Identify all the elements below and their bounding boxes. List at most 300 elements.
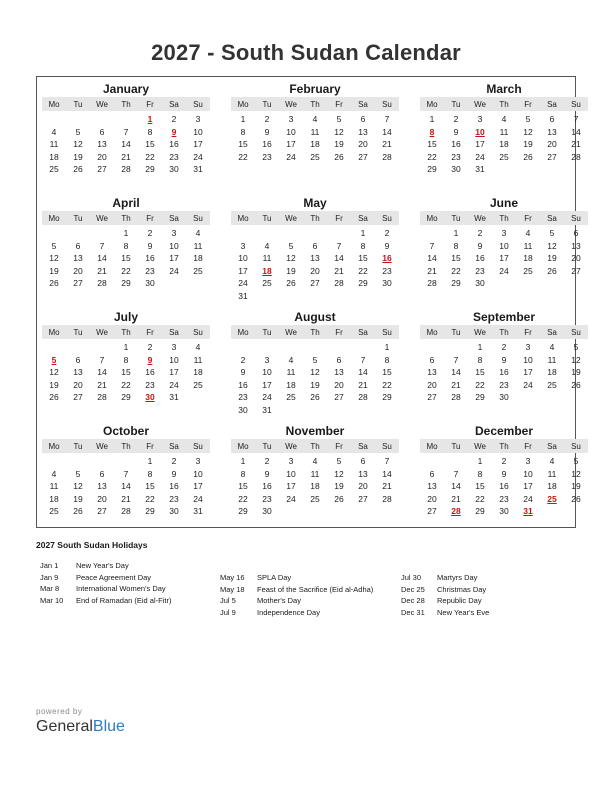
holiday-date: Mar 8 xyxy=(40,584,60,593)
day-cell: 24 xyxy=(286,493,296,504)
day-cell: 27 xyxy=(310,278,320,288)
day-cell: 20 xyxy=(427,493,437,504)
empty-cell xyxy=(444,455,468,468)
day-cell: 1 xyxy=(147,456,153,466)
empty-cell xyxy=(231,341,255,354)
empty-cell xyxy=(42,341,66,354)
day-cell: 30 xyxy=(169,506,179,516)
day-cell: 31 xyxy=(475,164,485,174)
day-cell: 16 xyxy=(499,481,509,491)
day-cell: 20 xyxy=(571,253,581,263)
day-cell: 27 xyxy=(358,493,368,504)
day-cell: 15 xyxy=(475,481,485,491)
day-cell: 11 xyxy=(286,367,296,377)
day-cell: 9 xyxy=(264,468,270,479)
day-cell: 7 xyxy=(453,468,459,479)
day-cell: 6 xyxy=(99,126,105,137)
day-cell: 16 xyxy=(145,253,155,263)
month-name: February xyxy=(289,82,341,96)
day-cell: 14 xyxy=(121,139,131,149)
weekday-label: Su xyxy=(571,213,581,223)
holiday-day-cell: 31 xyxy=(523,506,533,516)
day-cell: 17 xyxy=(169,367,179,377)
empty-cell xyxy=(66,455,90,468)
day-cell: 26 xyxy=(49,278,59,288)
empty-cell xyxy=(66,341,90,354)
day-cell: 13 xyxy=(73,367,83,377)
day-cell: 25 xyxy=(310,493,320,504)
day-cell: 12 xyxy=(571,468,581,479)
day-cell: 7 xyxy=(123,126,129,137)
day-cell: 10 xyxy=(238,253,248,263)
day-cell: 13 xyxy=(427,481,437,491)
day-cell: 11 xyxy=(310,468,320,479)
weekday-label: We xyxy=(96,441,108,451)
day-cell: 1 xyxy=(384,342,390,352)
day-cell: 15 xyxy=(427,139,437,149)
weekday-label: Th xyxy=(499,213,509,223)
day-grid xyxy=(231,227,399,302)
month-name: May xyxy=(303,196,327,210)
holiday-name: New Year's Eve xyxy=(437,607,490,617)
weekday-label: Sa xyxy=(547,327,557,337)
month-name: March xyxy=(486,82,522,96)
day-grid xyxy=(420,113,588,176)
weekday-label: We xyxy=(474,327,486,337)
day-cell: 10 xyxy=(286,468,296,479)
empty-cell xyxy=(327,227,351,240)
day-cell: 4 xyxy=(288,354,294,365)
day-cell: 20 xyxy=(73,379,83,390)
weekday-label: Sa xyxy=(547,213,557,223)
weekday-header xyxy=(42,97,210,111)
holidays-heading: 2027 South Sudan Holidays xyxy=(36,540,148,550)
day-cell: 6 xyxy=(429,354,435,365)
weekday-label: Sa xyxy=(358,327,368,337)
empty-cell xyxy=(90,455,114,468)
day-cell: 24 xyxy=(193,493,203,504)
day-cell: 17 xyxy=(262,379,272,390)
empty-cell xyxy=(90,227,114,240)
day-cell: 9 xyxy=(501,354,507,365)
weekday-label: Su xyxy=(382,441,392,451)
weekday-label: Tu xyxy=(73,99,83,109)
weekday-label: Fr xyxy=(146,213,154,223)
day-cell: 14 xyxy=(427,253,437,263)
holiday-date: Jan 1 xyxy=(40,561,59,570)
day-cell: 6 xyxy=(549,114,555,124)
day-cell: 8 xyxy=(147,468,153,479)
day-cell: 18 xyxy=(499,139,509,149)
empty-cell xyxy=(279,227,303,240)
day-cell: 25 xyxy=(499,151,509,162)
day-cell: 30 xyxy=(451,164,461,174)
holiday-row xyxy=(40,595,171,607)
day-cell: 27 xyxy=(427,506,437,516)
day-cell: 21 xyxy=(358,379,368,390)
weekday-header xyxy=(420,211,588,225)
day-cell: 14 xyxy=(358,367,368,377)
empty-cell xyxy=(66,113,90,126)
day-cell: 26 xyxy=(49,392,59,402)
day-cell: 3 xyxy=(195,114,201,124)
day-cell: 29 xyxy=(145,164,155,174)
day-cell: 30 xyxy=(169,164,179,174)
day-cell: 18 xyxy=(547,367,557,377)
day-cell: 14 xyxy=(571,126,581,137)
day-cell: 25 xyxy=(547,379,557,390)
day-cell: 5 xyxy=(51,240,57,251)
day-cell: 5 xyxy=(573,342,579,352)
holiday-date: Dec 28 xyxy=(401,596,425,605)
weekday-header xyxy=(231,211,399,225)
day-cell: 1 xyxy=(240,456,246,466)
holiday-day-cell: 9 xyxy=(147,354,153,365)
month-name: November xyxy=(285,424,345,438)
weekday-label: Su xyxy=(382,327,392,337)
holiday-name: Republic Day xyxy=(437,596,482,605)
day-cell: 15 xyxy=(382,367,392,377)
day-cell: 8 xyxy=(384,354,390,365)
holiday-date: May 16 xyxy=(220,573,245,582)
day-cell: 10 xyxy=(193,468,203,479)
day-cell: 6 xyxy=(360,456,366,466)
day-cell: 7 xyxy=(384,456,390,466)
day-cell: 20 xyxy=(334,379,344,390)
holiday-name: Christmas Day xyxy=(437,584,487,594)
month-november xyxy=(231,423,399,518)
empty-cell xyxy=(420,455,444,468)
day-cell: 4 xyxy=(51,126,57,137)
brand-general-text: General xyxy=(36,718,93,735)
day-cell: 1 xyxy=(477,342,483,352)
day-cell: 31 xyxy=(238,290,248,301)
month-october xyxy=(42,423,210,518)
day-cell: 6 xyxy=(336,354,342,365)
day-cell: 28 xyxy=(358,392,368,402)
day-cell: 2 xyxy=(501,456,507,466)
weekday-label: We xyxy=(96,327,108,337)
weekday-label: Mo xyxy=(237,441,249,451)
holiday-row xyxy=(220,595,373,607)
day-cell: 21 xyxy=(334,265,344,276)
holiday-name: New Year's Day xyxy=(76,561,129,570)
weekday-label: We xyxy=(474,441,486,451)
day-cell: 26 xyxy=(334,493,344,504)
holiday-day-cell: 28 xyxy=(451,506,461,516)
month-name: June xyxy=(489,196,518,210)
holiday-day-cell: 5 xyxy=(51,354,57,365)
holiday-name: International Women's Day xyxy=(76,584,166,593)
day-cell: 2 xyxy=(384,228,390,238)
holiday-day-cell: 9 xyxy=(171,126,177,137)
day-cell: 22 xyxy=(121,379,131,390)
day-cell: 11 xyxy=(523,240,533,251)
day-cell: 10 xyxy=(499,240,509,251)
day-cell: 17 xyxy=(475,139,485,149)
month-april xyxy=(42,195,210,290)
day-cell: 24 xyxy=(523,493,533,504)
holiday-row xyxy=(401,584,489,596)
day-cell: 5 xyxy=(336,114,342,124)
day-cell: 15 xyxy=(121,367,131,377)
day-cell: 13 xyxy=(310,253,320,263)
weekday-label: Th xyxy=(499,99,509,109)
weekday-label: Sa xyxy=(358,441,368,451)
day-cell: 12 xyxy=(49,253,59,263)
weekday-label: Su xyxy=(571,99,581,109)
generalblue-logo[interactable] xyxy=(36,718,125,736)
weekday-label: Th xyxy=(310,213,320,223)
day-cell: 30 xyxy=(475,278,485,288)
weekday-label: Fr xyxy=(335,327,343,337)
weekday-label: Mo xyxy=(48,441,60,451)
month-december xyxy=(420,423,588,518)
day-cell: 29 xyxy=(121,278,131,288)
empty-cell xyxy=(90,113,114,126)
day-grid xyxy=(42,455,210,518)
empty-cell xyxy=(255,341,279,354)
day-cell: 5 xyxy=(549,228,555,238)
empty-cell xyxy=(303,227,327,240)
weekday-label: Fr xyxy=(335,441,343,451)
day-cell: 12 xyxy=(334,126,344,137)
holiday-name: Martyrs Day xyxy=(437,573,478,582)
day-cell: 3 xyxy=(477,114,483,124)
weekday-label: Tu xyxy=(262,441,272,451)
day-cell: 26 xyxy=(571,379,581,390)
day-cell: 13 xyxy=(571,240,581,251)
day-cell: 2 xyxy=(240,354,246,365)
empty-cell xyxy=(231,227,255,240)
day-cell: 18 xyxy=(310,481,320,491)
day-cell: 18 xyxy=(49,151,59,162)
day-cell: 21 xyxy=(382,481,392,491)
day-cell: 25 xyxy=(49,164,59,174)
weekday-label: We xyxy=(285,99,297,109)
holiday-day-cell: 10 xyxy=(475,126,485,137)
day-cell: 12 xyxy=(310,367,320,377)
month-february xyxy=(231,81,399,163)
holiday-row xyxy=(40,572,171,584)
day-grid xyxy=(231,455,399,518)
day-cell: 2 xyxy=(264,114,270,124)
day-grid xyxy=(420,227,588,290)
day-cell: 13 xyxy=(334,367,344,377)
weekday-label: Th xyxy=(121,327,131,337)
empty-cell xyxy=(327,341,351,354)
day-cell: 27 xyxy=(97,164,107,174)
holiday-date: May 18 xyxy=(220,584,245,594)
day-cell: 14 xyxy=(382,468,392,479)
weekday-header xyxy=(231,325,399,339)
day-cell: 11 xyxy=(193,240,203,251)
day-cell: 20 xyxy=(358,139,368,149)
day-cell: 28 xyxy=(451,392,461,402)
empty-cell xyxy=(114,113,138,126)
month-january xyxy=(42,81,210,176)
day-cell: 23 xyxy=(169,493,179,504)
day-cell: 5 xyxy=(312,354,318,365)
weekday-label: Fr xyxy=(524,213,532,223)
day-cell: 22 xyxy=(427,151,437,162)
weekday-label: Th xyxy=(310,441,320,451)
holiday-date: Dec 31 xyxy=(401,607,425,617)
day-cell: 30 xyxy=(238,404,248,415)
month-july xyxy=(42,309,210,404)
day-cell: 8 xyxy=(240,468,246,479)
holiday-name: Feast of the Sacrifice (Eid al-Adha) xyxy=(257,584,374,594)
day-cell: 3 xyxy=(240,240,246,251)
day-cell: 19 xyxy=(310,379,320,390)
day-cell: 21 xyxy=(571,139,581,149)
day-cell: 13 xyxy=(358,126,368,137)
day-cell: 25 xyxy=(523,265,533,276)
day-cell: 14 xyxy=(121,481,131,491)
day-cell: 19 xyxy=(334,481,344,491)
month-name: August xyxy=(294,310,336,324)
day-cell: 18 xyxy=(286,379,296,390)
day-cell: 6 xyxy=(99,468,105,479)
day-cell: 14 xyxy=(451,367,461,377)
powered-by-text: powered by xyxy=(36,707,83,716)
day-cell: 30 xyxy=(499,506,509,516)
day-cell: 26 xyxy=(547,265,557,276)
weekday-header xyxy=(231,97,399,111)
day-cell: 8 xyxy=(360,240,366,251)
day-cell: 3 xyxy=(288,456,294,466)
day-cell: 5 xyxy=(75,468,81,479)
day-cell: 21 xyxy=(427,265,437,276)
day-cell: 22 xyxy=(451,265,461,276)
day-cell: 13 xyxy=(97,139,107,149)
day-cell: 12 xyxy=(523,126,533,137)
day-cell: 4 xyxy=(195,228,201,238)
holiday-row xyxy=(401,572,489,584)
day-cell: 14 xyxy=(382,126,392,137)
day-cell: 26 xyxy=(571,493,581,504)
weekday-label: We xyxy=(285,327,297,337)
day-cell: 16 xyxy=(262,481,272,491)
day-cell: 14 xyxy=(97,367,107,377)
month-august xyxy=(231,309,399,416)
weekday-label: Fr xyxy=(524,99,532,109)
holiday-row xyxy=(220,607,373,619)
empty-cell xyxy=(279,341,303,354)
day-cell: 25 xyxy=(193,265,203,276)
day-cell: 27 xyxy=(73,392,83,402)
day-cell: 21 xyxy=(121,493,131,504)
holiday-day-cell: 1 xyxy=(147,114,153,124)
day-cell: 9 xyxy=(477,240,483,251)
day-cell: 2 xyxy=(171,456,177,466)
weekday-header xyxy=(42,439,210,453)
month-june xyxy=(420,195,588,290)
weekday-label: Mo xyxy=(426,99,438,109)
weekday-label: Th xyxy=(310,99,320,109)
weekday-header xyxy=(420,325,588,339)
weekday-label: We xyxy=(285,213,297,223)
day-cell: 17 xyxy=(286,481,296,491)
day-cell: 19 xyxy=(286,265,296,276)
day-cell: 8 xyxy=(240,126,246,137)
day-cell: 20 xyxy=(547,139,557,149)
day-cell: 11 xyxy=(499,126,509,137)
day-cell: 2 xyxy=(501,342,507,352)
day-cell: 12 xyxy=(547,240,557,251)
day-cell: 15 xyxy=(145,481,155,491)
weekday-label: Mo xyxy=(426,327,438,337)
weekday-label: Fr xyxy=(146,99,154,109)
day-cell: 20 xyxy=(73,265,83,276)
weekday-label: Th xyxy=(499,441,509,451)
day-cell: 24 xyxy=(499,265,509,276)
day-cell: 1 xyxy=(123,228,129,238)
weekday-label: Sa xyxy=(169,213,179,223)
day-cell: 1 xyxy=(477,456,483,466)
day-cell: 23 xyxy=(475,265,485,276)
weekday-label: Tu xyxy=(451,327,461,337)
day-cell: 22 xyxy=(238,493,248,504)
day-cell: 23 xyxy=(262,151,272,162)
day-cell: 4 xyxy=(525,228,531,238)
day-cell: 19 xyxy=(73,151,83,162)
day-cell: 26 xyxy=(73,164,83,174)
weekday-header xyxy=(42,325,210,339)
weekday-header xyxy=(420,439,588,453)
day-cell: 5 xyxy=(573,456,579,466)
day-cell: 7 xyxy=(573,114,579,124)
day-cell: 16 xyxy=(169,139,179,149)
day-cell: 7 xyxy=(384,114,390,124)
day-cell: 4 xyxy=(195,342,201,352)
day-cell: 15 xyxy=(238,481,248,491)
day-cell: 29 xyxy=(358,278,368,288)
day-cell: 9 xyxy=(384,240,390,251)
weekday-label: Th xyxy=(310,327,320,337)
day-cell: 20 xyxy=(427,379,437,390)
weekday-label: Su xyxy=(382,213,392,223)
weekday-label: Tu xyxy=(262,327,272,337)
day-cell: 23 xyxy=(451,151,461,162)
day-cell: 19 xyxy=(334,139,344,149)
day-cell: 18 xyxy=(523,253,533,263)
day-cell: 22 xyxy=(238,151,248,162)
day-cell: 24 xyxy=(475,151,485,162)
day-cell: 1 xyxy=(123,342,129,352)
day-cell: 28 xyxy=(571,151,581,162)
day-cell: 15 xyxy=(145,139,155,149)
holiday-date: Jul 9 xyxy=(220,607,236,617)
weekday-label: Mo xyxy=(48,99,60,109)
day-cell: 2 xyxy=(477,228,483,238)
weekday-label: Fr xyxy=(524,441,532,451)
month-name: January xyxy=(102,82,150,96)
day-cell: 6 xyxy=(75,354,81,365)
day-cell: 8 xyxy=(123,354,129,365)
day-cell: 21 xyxy=(121,151,131,162)
day-cell: 9 xyxy=(240,367,246,377)
weekday-label: Mo xyxy=(237,327,249,337)
day-cell: 11 xyxy=(262,253,272,263)
weekday-label: Sa xyxy=(547,441,557,451)
day-cell: 16 xyxy=(475,253,485,263)
day-cell: 29 xyxy=(238,506,248,516)
day-cell: 25 xyxy=(286,392,296,402)
holiday-date: Jul 5 xyxy=(220,596,236,605)
day-cell: 11 xyxy=(193,354,203,365)
day-cell: 6 xyxy=(360,114,366,124)
